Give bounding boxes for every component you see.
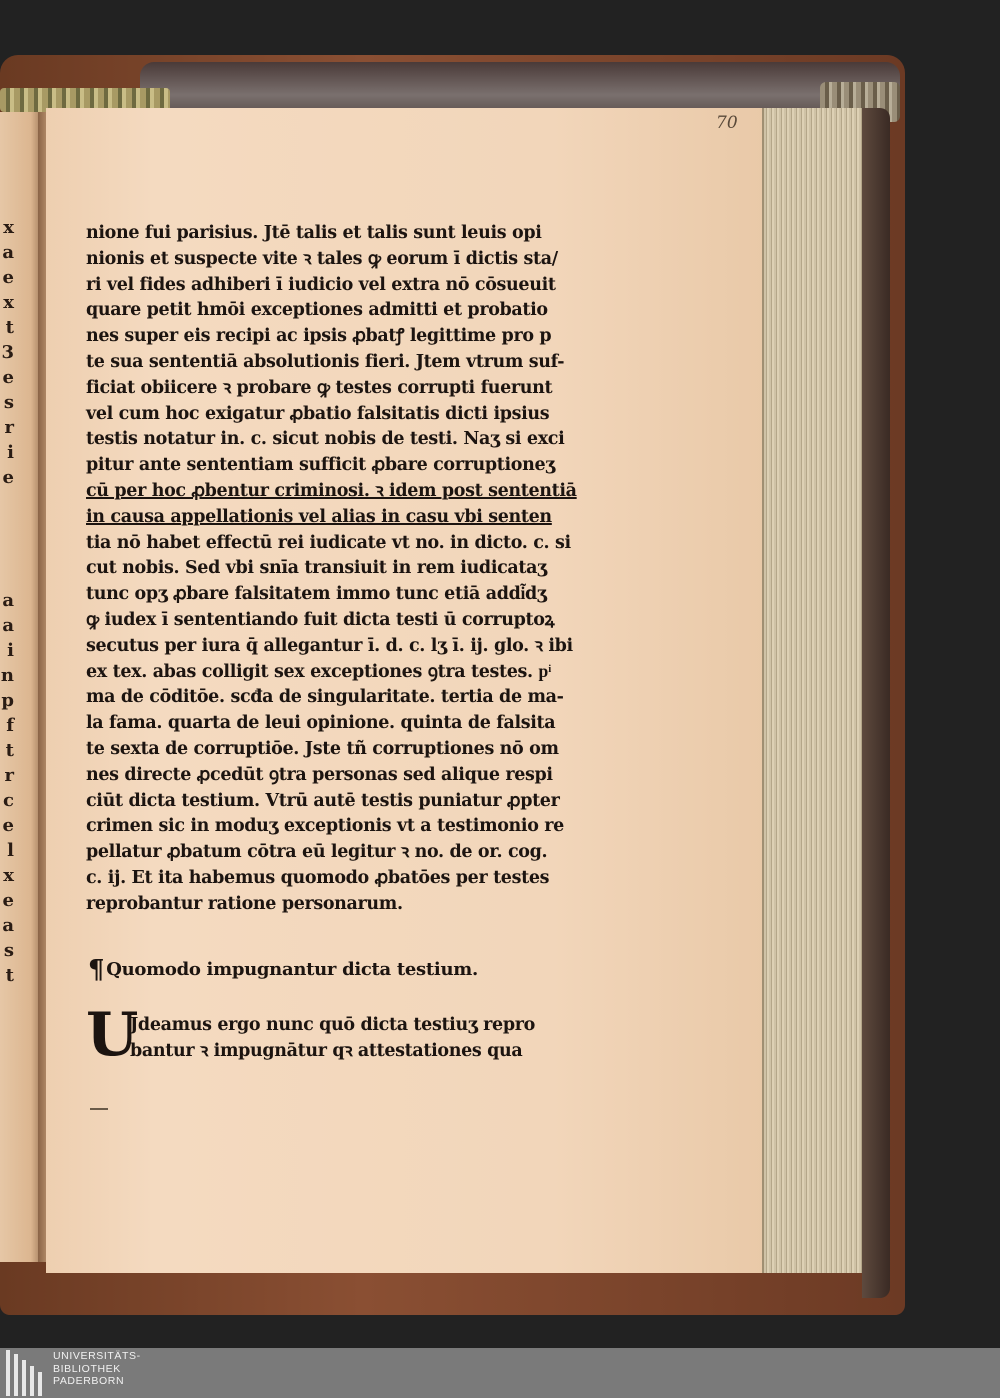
footer-bar bbox=[0, 1348, 1000, 1398]
library-name-line: UNIVERSITÄTS- bbox=[53, 1350, 141, 1362]
text-line: ciūt dicta testium. Vtrū autē testis puniatur ꝓpter bbox=[86, 790, 560, 811]
margin-letter: c bbox=[3, 790, 14, 811]
margin-letter: 3 bbox=[1, 342, 14, 363]
text-line: te sua sententiā absolutionis fieri. Jtem vtrum suf- bbox=[86, 351, 565, 372]
text-line: testis notatur in. c. sicut nobis de testi. Naʒ si exci bbox=[86, 429, 565, 450]
left-margin-letters-lower bbox=[0, 588, 14, 988]
left-margin-letters bbox=[0, 215, 14, 490]
margin-letter: x bbox=[3, 292, 14, 313]
main-text-block bbox=[86, 221, 626, 918]
section-heading bbox=[88, 955, 628, 985]
margin-letter: e bbox=[2, 367, 14, 388]
margin-letter: x bbox=[3, 217, 14, 238]
margin-letter: n bbox=[0, 665, 14, 686]
text-line: pellatur ꝓbatum cōtra eū legitur ꝛ no. de or. cog. bbox=[86, 842, 548, 863]
text-line: la fama. quarta de leui opinione. quinta de falsita bbox=[86, 713, 556, 734]
pilcrow-icon: ¶ bbox=[88, 955, 105, 985]
text-line: ꝙ iudex ī sententiando fuit dicta testi ū corruptoꝝ bbox=[86, 609, 555, 630]
margin-letter: a bbox=[2, 615, 14, 636]
margin-letter: a bbox=[2, 590, 14, 611]
text-line: Jdeamus ergo nunc quō dicta testiuʒ repro bbox=[130, 1015, 535, 1035]
margin-letter: r bbox=[4, 417, 14, 438]
margin-letter: x bbox=[3, 865, 14, 886]
text-line: bantur ꝛ impugnātur qꝛ attestationes qua bbox=[130, 1041, 523, 1061]
text-line: c. ij. Et ita habemus quomodo ꝓbatōes per testes bbox=[86, 867, 550, 888]
library-logo-icon bbox=[6, 1350, 46, 1396]
margin-letter: s bbox=[3, 392, 14, 413]
margin-letter: t bbox=[5, 317, 14, 338]
text-line-underlined: cū per hoc ꝓbentur criminosi. ꝛ idem post sententiā bbox=[86, 480, 577, 501]
margin-letter: l bbox=[7, 840, 14, 861]
text-line: ficiat obiicere ꝛ probare ꝙ testes corrupti fuerunt bbox=[86, 377, 553, 398]
text-line: ma de cōditōe. scđa de singularitate. tertia de ma- bbox=[86, 687, 564, 708]
text-line: secutus per iura q̄ allegantur ī. d. c. lʒ ī. ij. glo. ꝛ ibi bbox=[86, 635, 573, 656]
folio-number: 70 bbox=[716, 113, 738, 133]
library-name bbox=[53, 1350, 141, 1388]
margin-letter: i bbox=[7, 640, 14, 661]
margin-letter: f bbox=[6, 715, 14, 736]
text-line: nes directe ꝓcedūt ꝯtra personas sed alique respi bbox=[86, 764, 553, 785]
margin-letter: e bbox=[2, 815, 14, 836]
margin-letter: s bbox=[3, 940, 14, 961]
text-line: quare petit hmōi exceptiones admitti et probatio bbox=[86, 300, 548, 321]
text-line: ex tex. abas colligit sex exceptiones ꝯtra testes. pͥ bbox=[86, 661, 551, 682]
text-line: tunc opʒ ꝓbare falsitatem immo tunc etiā addi͂dʒ bbox=[86, 584, 547, 605]
text-line: crimen sic in moduʒ exceptionis vt a testimonio re bbox=[86, 816, 564, 837]
opening-text-block bbox=[130, 1012, 630, 1064]
cover-fore-edge bbox=[862, 108, 890, 1298]
margin-letter: t bbox=[5, 965, 14, 986]
margin-letter: e bbox=[2, 467, 14, 488]
text-line: cut nobis. Sed vbi snīa transiuit in rem iudicataʒ bbox=[86, 558, 547, 579]
margin-letter: r bbox=[4, 765, 14, 786]
margin-letter: e bbox=[2, 267, 14, 288]
text-line: te sexta de corruptiōe. Jste tñ corruptiones nō om bbox=[86, 738, 559, 759]
margin-letter: a bbox=[2, 242, 14, 263]
text-line-underlined: in causa appellationis vel alias in casu vbi senten bbox=[86, 506, 552, 527]
section-heading-text: Quomodo impugnantur dicta testium. bbox=[106, 959, 478, 980]
text-line: nionis et suspecte vite ꝛ tales ꝙ eorum ī dictis sta/ bbox=[86, 248, 558, 269]
margin-letter: p bbox=[1, 690, 14, 711]
margin-letter: a bbox=[2, 915, 14, 936]
text-line: ri vel fides adhiberi ī iudicio vel extra nō cōsueuit bbox=[86, 274, 556, 295]
text-line: tia nō habet effectū rei iudicate vt no. in dicto. c. si bbox=[86, 532, 571, 553]
margin-letter: t bbox=[5, 740, 14, 761]
page-fore-edge bbox=[762, 108, 874, 1273]
decorated-initial: U bbox=[86, 1000, 139, 1070]
text-line: reprobantur ratione personarum. bbox=[86, 893, 403, 914]
text-line: nione fui parisius. Jtē talis et talis sunt leuis opi bbox=[86, 223, 542, 243]
library-name-line: BIBLIOTHEK bbox=[53, 1362, 121, 1375]
text-line: vel cum hoc exigatur ꝓbatio falsitatis dicti ipsius bbox=[86, 403, 550, 424]
ink-mark bbox=[90, 1108, 108, 1110]
margin-letter: e bbox=[2, 890, 14, 911]
text-line: nes super eis recipi ac ipsis ꝓbatꝭ legittime pro p bbox=[86, 326, 552, 347]
text-line: pitur ante sententiam sufficit ꝓbare corruptioneʒ bbox=[86, 455, 555, 476]
margin-letter: i bbox=[7, 442, 14, 463]
library-name-line: PADERBORN bbox=[53, 1375, 125, 1387]
